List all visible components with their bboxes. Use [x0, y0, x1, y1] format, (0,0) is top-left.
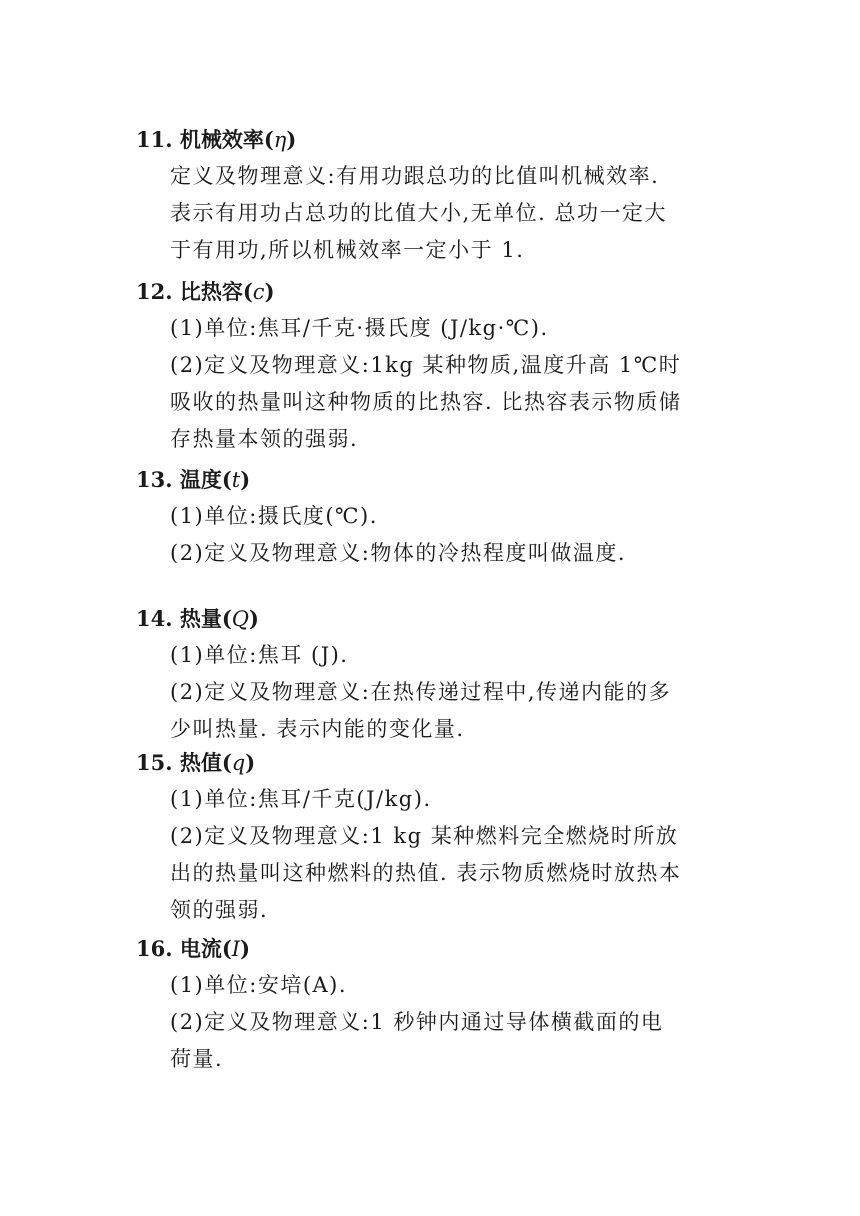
- section-title: 热值(: [179, 750, 232, 775]
- body-line: (1)单位:焦耳/千克(J/kg).: [170, 787, 432, 811]
- body-line: 于有用功,所以机械效率一定小于 1.: [170, 238, 525, 262]
- section-number: 14.: [136, 606, 173, 631]
- section-heading: [136, 274, 736, 310]
- section-symbol: c: [252, 280, 265, 304]
- section-heading: [136, 462, 736, 498]
- section-symbol: I: [231, 937, 241, 961]
- section-number: 11.: [136, 127, 173, 152]
- body-line: (2)定义及物理意义:1 kg 某种燃料完全燃烧时所放: [170, 824, 679, 848]
- section-title: 机械效率(: [179, 127, 274, 152]
- section-heat-quantity: [136, 601, 736, 748]
- section-title-close: ): [240, 467, 251, 492]
- body-line: (1)单位:焦耳/千克·摄氏度 (J/kg·℃).: [170, 316, 549, 340]
- section-specific-heat: [136, 274, 736, 458]
- section-symbol: t: [231, 468, 241, 492]
- body-line: 定义及物理意义:有用功跟总功的比值叫机械效率.: [170, 164, 660, 188]
- section-title: 电流(: [179, 936, 232, 961]
- body-line: (2)定义及物理意义:在热传递过程中,传递内能的多: [170, 680, 671, 704]
- section-temperature: [136, 462, 736, 572]
- body-line: 吸收的热量叫这种物质的比热容. 比热容表示物质储: [170, 390, 682, 414]
- section-title-close: ): [286, 127, 297, 152]
- body-line: 存热量本领的强弱.: [170, 427, 359, 451]
- section-symbol: η: [273, 128, 287, 152]
- section-title: 热量(: [179, 606, 232, 631]
- body-line: (1)单位:摄氏度(℃).: [170, 504, 378, 528]
- section-electric-current: [136, 931, 736, 1078]
- section-title-close: ): [240, 936, 251, 961]
- section-symbol: Q: [231, 607, 250, 631]
- section-number: 12.: [136, 279, 173, 304]
- section-heat-value: [136, 745, 736, 929]
- section-title-close: ): [245, 750, 256, 775]
- body-line: 出的热量叫这种燃料的热值. 表示物质燃烧时放热本: [170, 861, 682, 885]
- section-heading: [136, 122, 736, 158]
- section-heading: [136, 601, 736, 637]
- section-title-close: ): [249, 606, 259, 631]
- body-line: 表示有用功占总功的比值大小,无单位. 总功一定大: [170, 201, 668, 225]
- section-title: 温度(: [179, 467, 232, 492]
- body-line: 少叫热量. 表示内能的变化量.: [170, 717, 465, 741]
- section-number: 13.: [136, 467, 173, 492]
- section-mechanical-efficiency: [136, 122, 736, 269]
- body-line: (1)单位:焦耳 (J).: [170, 643, 349, 667]
- section-title: 比热容(: [179, 279, 253, 304]
- section-number: 15.: [136, 750, 173, 775]
- body-line: 领的强弱.: [170, 898, 269, 922]
- body-line: (2)定义及物理意义:1kg 某种物质,温度升高 1℃时: [170, 353, 682, 377]
- section-heading: [136, 745, 736, 781]
- section-symbol: q: [231, 751, 246, 775]
- body-line: (2)定义及物理意义:1 秒钟内通过导体横截面的电: [170, 1010, 664, 1034]
- body-line: 荷量.: [170, 1047, 224, 1071]
- section-title-close: ): [264, 279, 275, 304]
- section-heading: [136, 931, 736, 967]
- section-number: 16.: [136, 936, 173, 961]
- body-line: (2)定义及物理意义:物体的冷热程度叫做温度.: [170, 541, 626, 565]
- body-line: (1)单位:安培(A).: [170, 973, 348, 997]
